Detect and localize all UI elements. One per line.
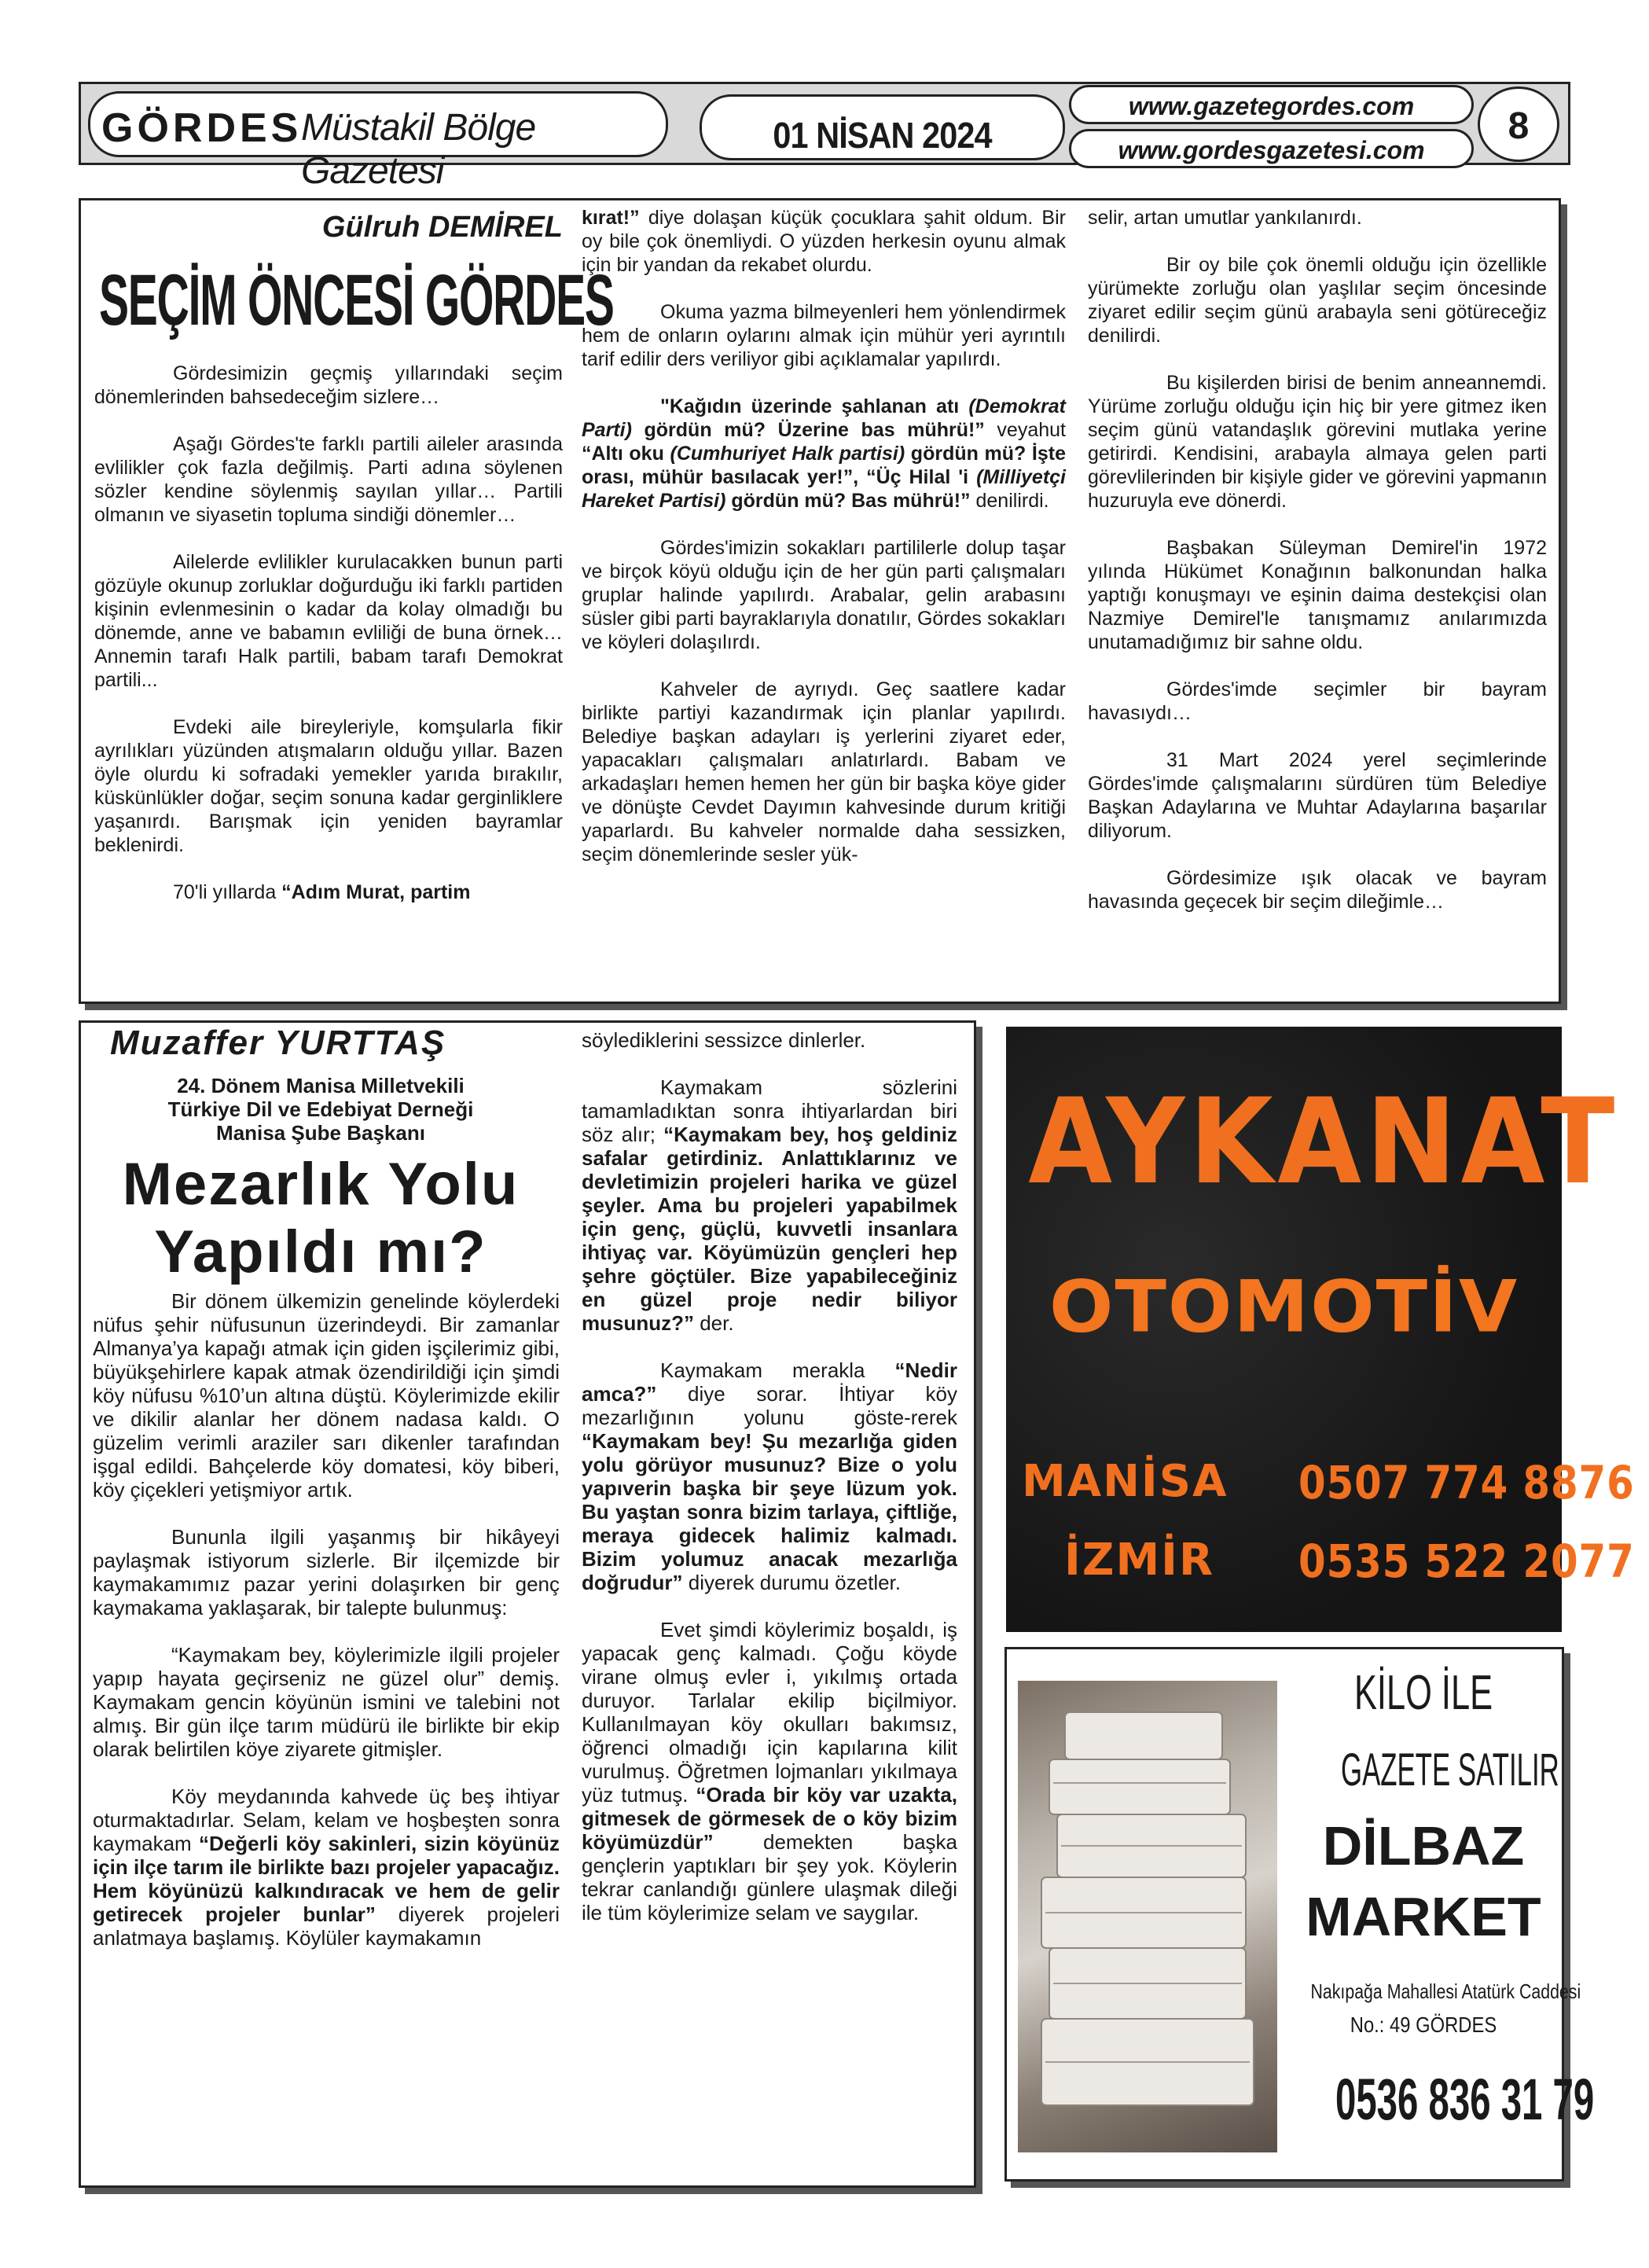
paragraph: Bir dönem ülkemizin genelinde köylerdeki nüfus şehir nüfusunun üzerindeydi. Bir zamanlar Almanya’ya kapağı atmak için giden işçilerimiz gibi, büyükşehirlere kapak atmak özendirildiği için şimdi köy nüfusu %10’un altına düştü. Köylerimizde ekilir ve dikilir alanlar her dönem nadasa kaldı. O güzelim verimli araziler sarı dikenler tarafından işgal edildi. Bahçelerde köy domatesi, köy biberi, köy çiçekleri yetişmiyor artık.	[93, 1289, 560, 1502]
paragraph: Kahveler de ayrıydı. Geç saatlere kadar birlikte partiyi kazandırmak için planlar yapılırdı. Belediye başkan adayları iş yerlerini ziyaret eder, yapacakları çalışmaları anlatırlardı. Babam ve arkadaşları hemen hemen her gün bir başka köye gider ve dönüşte Cevdet Dayımın kahvesinde durum kritiği yaparlardı. Bu kahveler normalde daha sessizken, seçim dönemlerinde sesler yük-	[582, 678, 1066, 866]
text-run: diyerek durumu özetler.	[682, 1571, 901, 1594]
text-run-bold: gördün mü? Bas mührü!”	[725, 490, 971, 512]
text-run-bold-italic: (Cumhuriyet Halk partisi)	[670, 443, 905, 465]
ad-dilbaz-line-2: GAZETE SATILIR	[1341, 1744, 1559, 1796]
ad-dilbaz-address-2: No.: 49 GÖRDES	[1350, 2013, 1497, 2037]
paragraph: Gördes'imizin sokakları partililerle dolup taşar ve birçok köyü olduğu için de her gün parti çalışmaları gruplar halinde yapılırdı. Arabalar, gelin arabasını süsler gibi parti bayraklarıyla donatılır, Gördes sokakları ve köyleri dolaşılırdı.	[582, 537, 1066, 653]
website-box-1	[1069, 85, 1474, 124]
article2-column-1	[93, 1289, 560, 1950]
text-run-bold: gördün mü? Üzerine bas mührü!”	[631, 419, 985, 441]
text-run: demekten başka gençlerin yaptıkları bir şey yok. Köylerin tekrar canlandığı günlere ulaşmak dileği ile tüm köylerimize selam ve saygılar.	[582, 1830, 957, 1924]
masthead-brand	[88, 91, 668, 192]
ad-aykanat-name: AYKANAT	[1028, 1074, 1619, 1211]
paragraph	[582, 1358, 957, 1594]
ad-aykanat-phone-1[interactable]: 0507 774 8876	[1298, 1456, 1635, 1509]
title-line: Mezarlık Yolu	[122, 1151, 520, 1218]
paragraph: Okuma yazma bilmeyenleri hem yönlendirmek hem de onların oylarını almak için mühür yeri ayrıntılı tarif edilir ders veriliyor gibi açıklamalar yapılırdı.	[582, 301, 1066, 370]
text-run-bold-italic: (Demokrat Parti)	[582, 395, 1066, 441]
ad-dilbaz-market: MARKET	[1306, 1886, 1541, 1947]
article2-column-2	[582, 1028, 957, 1924]
text-run: Evet şimdi köylerimiz boşaldı, iş yapacak genç kalmadı. Çoğu köyde virane olmuş evler i, yıkılmış ortada duruyor. Tarlalar ekilip biçilmiyor. Kullanılmayan köy okulları bakımsız, öğrenci olmadığı için kapılarına kilit vurulmuş. Öğretmen lojmanları yıkılmaya yüz tutmuş.	[582, 1618, 957, 1807]
ad-aykanat-city-1: MANİSA	[1022, 1456, 1228, 1507]
paragraph	[93, 1785, 560, 1950]
text-run: veyahut	[984, 419, 1066, 441]
ad-aykanat-city-2: İZMİR	[1064, 1535, 1215, 1586]
article1-column-1	[94, 362, 563, 904]
article1-column-3	[1088, 206, 1547, 913]
ad-dilbaz-address-1: Nakıpağa Mahallesi Atatürk Caddesi	[1310, 1979, 1581, 2003]
website-box-2	[1069, 129, 1474, 168]
text-run-bold: "Kağıdın üzerinde şahlanan atı	[660, 395, 969, 417]
page-number: 8	[1508, 105, 1530, 147]
text-run-bold: “Değerli köy sakinleri, sizin köyünüz için ilçe tarım ile birlikte bazı projeler yapacağız. Hem köyünüzü kalkındıracak ve hem de gelir getirecek projeler bunlar”	[93, 1832, 560, 1926]
paragraph: Bir oy bile çok önemli olduğu için özellikle yürümekte zorluğu olan yaşlılar seçim öncesinde ziyaret edilir seçim günü arabayla seni götüreceğiz denilirdi.	[1088, 254, 1547, 347]
text-run: 70'li yıllarda	[173, 881, 282, 903]
website-2[interactable]: www.gordesgazetesi.com	[1118, 136, 1425, 164]
article2-author: Muzaffer YURTTAŞ	[110, 1024, 446, 1062]
paragraph	[94, 880, 563, 904]
paragraph: Gördesimizin geçmiş yıllarındaki seçim dönemlerinden bahsedeceğim sizlere…	[94, 362, 563, 408]
text-run: Kaymakam merakla	[660, 1358, 895, 1382]
article1-title: SEÇİM ÖNCESİ GÖRDES	[99, 260, 614, 340]
paragraph: söylediklerini sessizce dinlerler.	[582, 1028, 866, 1052]
newspaper-stack-photo	[1018, 1681, 1277, 2152]
paragraph: “Kaymakam bey, köylerimizle ilgili projeler yapıp hayata geçirseniz ne güzel olur” demiş. Kaymakam gencin köyünün ismini ve talebini not almış. Bir gün ilçe tarım müdürü ile birlikte bir ekip olarak belirtilen köye ziyarete gitmişler.	[93, 1643, 560, 1761]
website-1[interactable]: www.gazetegordes.com	[1128, 92, 1415, 120]
paragraph	[582, 206, 1066, 277]
paragraph: Evdeki aile bireyleriyle, komşularla fikir ayrılıkları yüzünden atışmaların olduğu yıllar. Bazen öyle olurdu ki sofradaki yemekler yarıda bırakılır, küskünlükler doğar, seçim sonuna kadar gerginliklere yaşanırdı. Barışmak için yeniden bayramlar beklenirdi.	[94, 716, 563, 856]
text-run: Kaymakam sözlerini tamamladıktan sonra ihtiyarlardan biri söz alır;	[582, 1075, 957, 1146]
text-run-bold: kırat!”	[582, 207, 640, 229]
article1-author: Gülruh DEMİREL	[321, 211, 563, 244]
masthead-name: GÖRDES	[101, 105, 303, 151]
text-run: Köy meydanında kahvede üç beş ihtiyar oturmaktadırlar. Selam, kelam ve hoşbeşten sonra kaymakam	[93, 1785, 560, 1855]
paragraph: Gördes'imde seçimler bir bayram havasıydı…	[1088, 678, 1547, 724]
paragraph	[582, 1075, 957, 1335]
paragraph: Başbakan Süleyman Demirel'in 1972 yılında Hükümet Konağının balkonundan halka yaptığı konuşmayı ve eşinin daima destekçisi olan Nazmiye Demirel'le tanışmamız anılarımızda unutamadığımız bir sahne oldu.	[1088, 537, 1547, 653]
text-run-bold: “Adım Murat, partim	[281, 881, 471, 903]
page-number-box	[1478, 86, 1559, 162]
text-run: der.	[694, 1311, 734, 1335]
paragraph: selir, artan umutlar yankılanırdı.	[1088, 207, 1362, 229]
paragraph: Ailelerde evlilikler kurulacakken bunun parti gözüyle okunup zorluklar doğurduğu iki farklı partiden kişinin evlenmesinin o kadar da kolay olmadığı bu dönemde, anne ve babamın evliliği de buna örnek… Annemin tarafı Halk partili, babam tarafı Demokrat partili...	[94, 551, 563, 691]
text-run-bold: “Kaymakam bey! Şu mezarlığa giden yolu görüyor musunuz? Bize o yolu yapıverin başka bir şeye lüzum yok. Bu yaştan sonra bizim tarlaya, çiftliğe, meraya gidecek halimiz kalmadı. Bizim yolumuz anacak mezarlığa doğrudur”	[582, 1429, 957, 1594]
text-run-bold: gördün mü? İşte orası, mühür basılacak yer!”, “Üç Hilal 'i	[582, 443, 1067, 488]
paragraph	[582, 1618, 957, 1924]
ad-aykanat-otomotiv	[1006, 1027, 1635, 1632]
text-run-bold: “Altı oku	[582, 443, 670, 465]
role-line: Türkiye Dil ve Edebiyat Derneği	[167, 1097, 474, 1121]
newspaper-stack-illustration	[1018, 1681, 1277, 2152]
ad-dilbaz-market	[1004, 1647, 1595, 2182]
text-run: denilirdi.	[970, 490, 1049, 512]
paragraph	[582, 395, 1066, 513]
text-run: diyerek projeleri anlatmaya başlamış. Köylüler kaymakamın	[93, 1902, 560, 1950]
article2-author-role	[85, 1074, 556, 1145]
issue-date: 01 NİSAN 2024	[773, 115, 992, 156]
paragraph: 31 Mart 2024 yerel seçimlerinde Gördes'imde çalışmalarını sürdüren tüm Belediye Başkan Adaylarına ve Muhtar Adaylarına başarılar diliyorum.	[1088, 749, 1547, 842]
masthead-subtitle: Müstakil Bölge Gazetesi	[301, 107, 536, 192]
role-line: Manisa Şube Başkanı	[216, 1121, 425, 1145]
text-run-bold-italic: (Milliyetçi Hareket Partisi)	[582, 466, 1066, 512]
issue-date-box	[700, 94, 1065, 160]
article1-column-2	[582, 206, 1066, 866]
text-run-bold: “Nedir amca?”	[582, 1358, 957, 1406]
ad-dilbaz-name: DİLBAZ	[1322, 1815, 1525, 1877]
paragraph: Bununla ilgili yaşanmış bir hikâyeyi paylaşmak istiyorum sizlerle. Bir ilçemizde bir kaymakamımız pazar yerini dolaşırken bir genç kaymakama yaklaşarak, bir talepte bulunmuş:	[93, 1525, 560, 1619]
paragraph: Aşağı Gördes'te farklı partili aileler arasında evlilikler çok fazla değilmiş. Parti adına söylenen sözler kendine söylenmiş sayılan yıllar… Partili olmanın ve siyasetin topluma sindiği dönemler…	[94, 433, 563, 526]
ad-dilbaz-line-1: KİLO İLE	[1353, 1666, 1493, 1720]
ad-aykanat-phone-2[interactable]: 0535 522 2077	[1298, 1535, 1635, 1588]
ad-aykanat-subtitle: OTOMOTİV	[1049, 1264, 1519, 1349]
ad-dilbaz-phone[interactable]: 0536 836 31 79	[1335, 2067, 1595, 2132]
paragraph: Gördesimize ışık olacak ve bayram havasında geçecek bir seçim dileğimle…	[1088, 867, 1547, 913]
article2-title	[85, 1151, 556, 1286]
paragraph: Bu kişilerden birisi de benim anneannemdi. Yürüme zorluğu olduğu için hiç bir yere gitmez iken seçim günü vatandaşlık görevini mutlaka yerine getirirdi. Kendisini, arabayla almaya gelen parti görevlilerinden bir kişiyle gider ve görevini yapmanın huzuruyla eve dönerdi.	[1088, 372, 1547, 512]
text-run: diye sorar. İhtiyar köy mezarlığının yolunu göste-rerek	[582, 1382, 957, 1429]
text-run-bold: “Orada bir köy var uzakta, gitmesek de görmesek de o köy bizim köyümüzdür”	[582, 1783, 958, 1854]
text-run: diye dolaşan küçük çocuklara şahit oldum. Bir oy bile çok önemliydi. O yüzden herkesin oyunu almak için bir yandan da rekabet olurdu.	[582, 207, 1066, 276]
role-line: 24. Dönem Manisa Milletvekili	[177, 1074, 465, 1097]
text-run-bold: “Kaymakam bey, hoş geldiniz safalar getirdiniz. Anlattıklarınız ve devletimizin projeleri harika ve güzel şeyler. Ama bu projeleri yapabilmek için genç, güçlü, kuvvetli insanlara ihtiyaç var. Köyümüzün gençleri hep şehre göçtüler. Bize yapabileceğiniz en güzel proje nedir biliyor musunuz?”	[582, 1123, 957, 1335]
title-line: Yapıldı mı?	[154, 1219, 487, 1285]
